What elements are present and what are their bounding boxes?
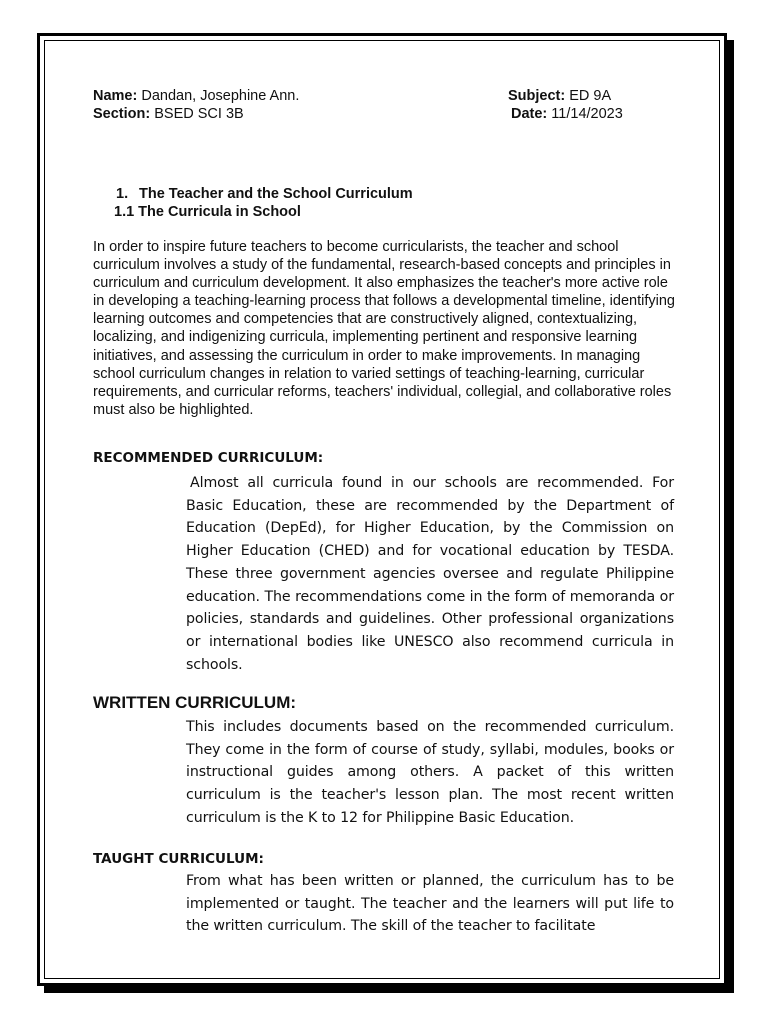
written-curriculum-heading: WRITTEN CURRICULUM: [93, 693, 297, 712]
taught-curriculum-heading: TAUGHT CURRICULUM: [93, 851, 264, 867]
subject-line [508, 87, 611, 105]
outline-subitem: 1.1 The Curricula in School [114, 204, 301, 220]
section-label: Section: [93, 106, 151, 122]
subject-value: ED 9A [569, 88, 612, 104]
name-line [93, 87, 299, 105]
written-curriculum-body: This includes documents based on the recommended curriculum. They come in the form of course of study, syllabi, modules, books or instructional guides among others. A packet of this written curriculum is the teacher's lesson plan. The most recent written curriculum is the K to 12 for Philippine Basic Education. [186, 719, 674, 826]
name-label: Name: [93, 88, 138, 104]
date-label: Date: [511, 106, 548, 122]
subject-label: Subject: [508, 88, 566, 104]
section-value: BSED SCI 3B [154, 106, 244, 122]
recommended-curriculum-body: Almost all curricula found in our schools are recommended. For Basic Education, these are recommended by the Department of Education (DepEd), for Higher Education, by the Commission on Higher Education (CHED) and for vocational education by TESDA. These three government agencies oversee and regulate Philippine education. The recommendations come in the form of memoranda or policies, standards and guidelines. Other professional organizations or international bodies like UNESCO also recommend curricula in schools. [186, 475, 674, 673]
outline-item-number: 1. [116, 186, 129, 202]
outline-item-title: The Teacher and the School Curriculum [139, 186, 413, 202]
recommended-curriculum-heading: RECOMMENDED CURRICULUM: [93, 450, 324, 466]
date-line [511, 105, 623, 123]
date-value: 11/14/2023 [551, 106, 623, 122]
outline-item [116, 185, 413, 203]
section-line [93, 105, 244, 123]
intro-paragraph: In order to inspire future teachers to become curricularists, the teacher and school curriculum involves a study of the fundamental, research-based concepts and principles in curriculum and curriculum development. It also emphasizes the teacher's more active role in developing a teaching-learning process that follows a developmental timeline, identifying learning outcomes and competencies that are constructively aligned, contextualizing, localizing, and indigenizing curricula, implementing pertinent and responsive learning initiatives, and assessing the curriculum in order to make improvements. In managing school curriculum changes in relation to varied settings of teaching-learning, curricular requirements, and curricular reforms, teachers' individual, collegial, and collaborative roles must also be highlighted. [93, 239, 675, 418]
taught-curriculum-body: From what has been written or planned, the curriculum has to be implemented or taught. The teacher and the learners will put life to the written curriculum. The skill of the teacher to facilitate [186, 873, 674, 935]
name-value: Dandan, Josephine Ann. [141, 88, 300, 104]
